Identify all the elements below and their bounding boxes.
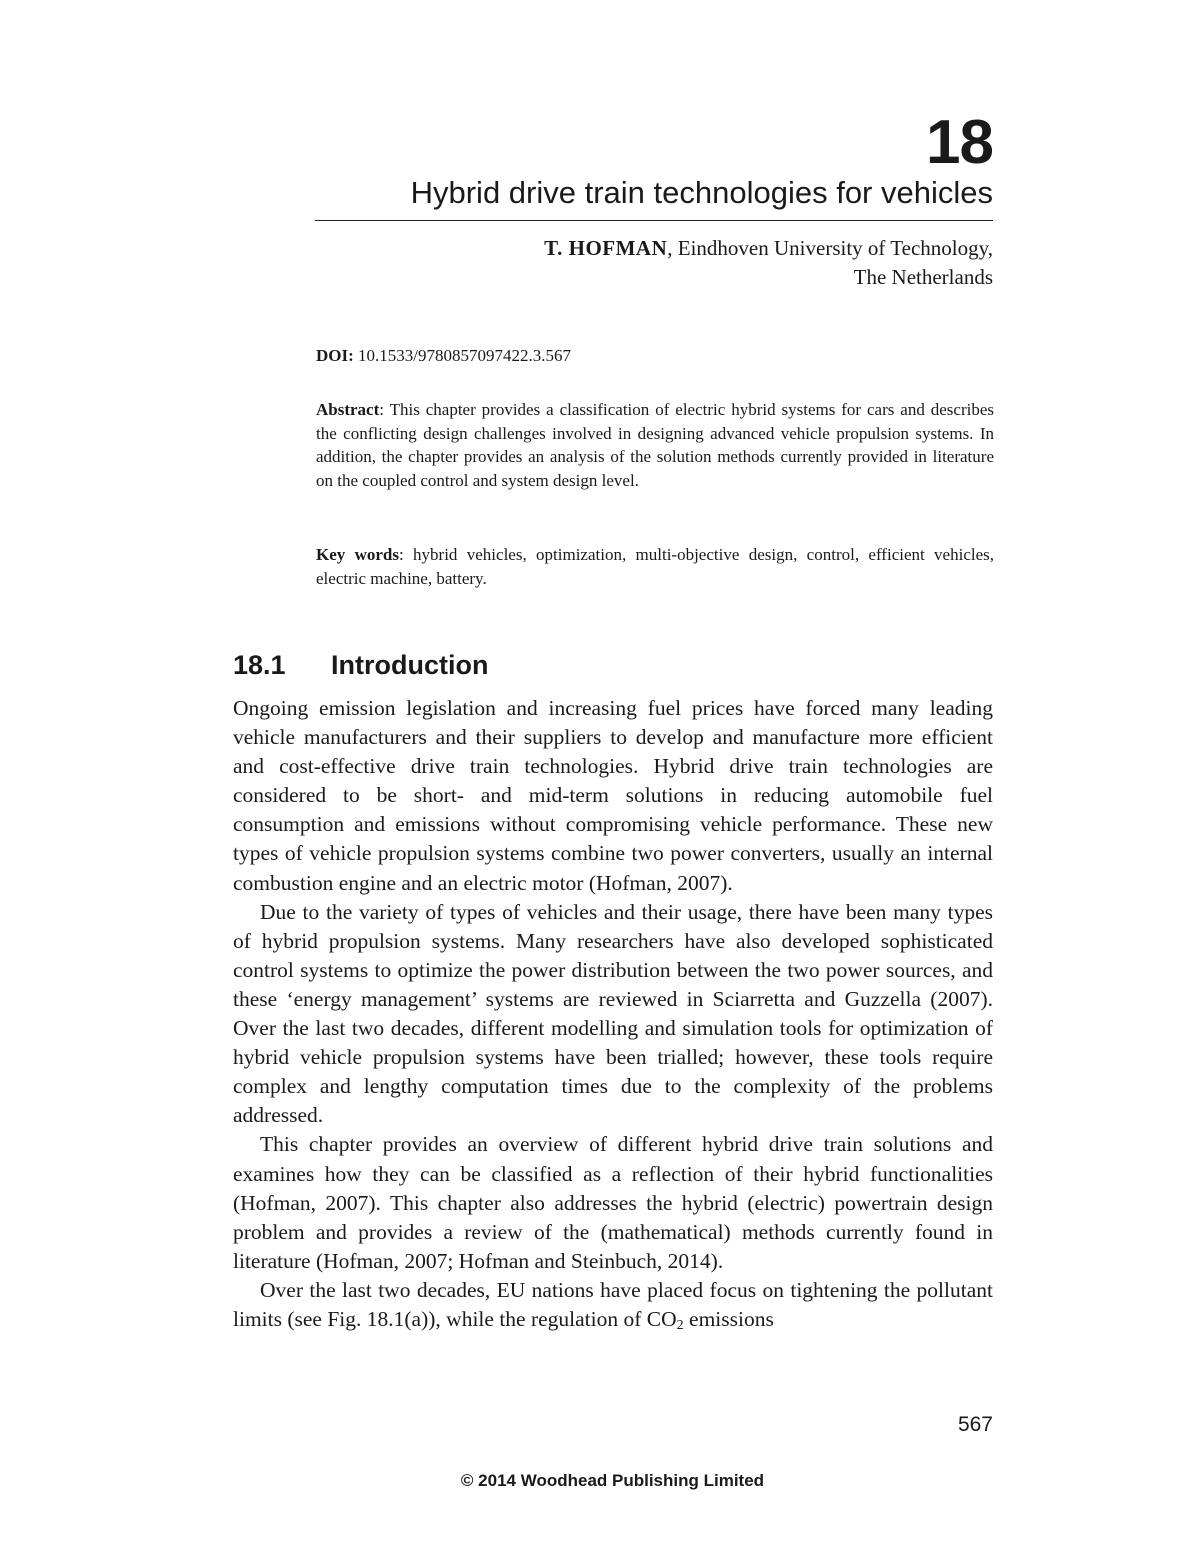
chapter-number: 18	[926, 108, 993, 177]
title-divider	[315, 220, 993, 221]
doi-value: 10.1533/9780857097422.3.567	[353, 346, 572, 365]
author-country: The Netherlands	[853, 265, 993, 289]
body-text	[233, 694, 993, 1334]
section-title: Introduction	[331, 650, 489, 680]
keywords-label: Key words	[316, 545, 399, 564]
page-number: 567	[957, 1413, 993, 1436]
paragraph-4	[233, 1276, 993, 1334]
copyright-notice: © 2014 Woodhead Publishing Limited	[460, 1471, 765, 1490]
paragraph-1: Ongoing emission legislation and increasing fuel prices have forced many leading vehicle manufacturers and their suppliers to develop and manufacture more efficient and cost-effective drive train technologies. Hybrid drive train technologies are considered to be short- and mid-term solutions in reducing automobile fuel consumption and emissions without compromising vehicle performance. These new types of vehicle propulsion systems combine two power converters, usually an internal combustion engine and an electric motor (Hofman, 2007).	[233, 696, 993, 895]
author-name: T. HOFMAN	[544, 236, 668, 260]
paragraph-4-end: emissions	[683, 1306, 774, 1331]
section-heading	[233, 647, 488, 683]
paragraph-4-start: Over the last two decades, EU nations have placed focus on tightening the pollutant limits (see Fig. 18.1(a)), while the regulation of CO	[233, 1277, 993, 1331]
author-block	[544, 234, 993, 292]
author-affiliation: , Eindhoven University of Technology,	[667, 236, 993, 260]
chapter-title: Hybrid drive train technologies for vehicles	[410, 175, 993, 210]
doi	[316, 345, 994, 367]
co2-subscript: 2	[676, 1317, 684, 1333]
author-line-1	[544, 234, 993, 263]
abstract-label: Abstract	[316, 400, 380, 419]
section-number: 18.1	[233, 650, 286, 680]
paragraph-2: Due to the variety of types of vehicles and their usage, there have been many types of hybrid propulsion systems. Many researchers have also developed sophisticated control systems to optimize the power distribution between the two power sources, and these ‘energy management’ systems are reviewed in Sciarretta and Guzzella (2007). Over the last two decades, different modelling and simulation tools for optimization of hybrid vehicle propulsion systems have been trialled; however, these tools require complex and lengthy computation times due to the complexity of the problems addressed.	[233, 899, 993, 1128]
doi-label: DOI:	[316, 346, 354, 365]
abstract	[316, 398, 994, 492]
abstract-text: : This chapter provides a classification of electric hybrid systems for cars and describes the conflicting design challenges involved in designing advanced vehicle propulsion systems. In addition, the chapter provides an analysis of the solution methods currently provided in literature on the coupled control and system design level.	[316, 400, 994, 490]
paragraph-3: This chapter provides an overview of different hybrid drive train solutions and examines how they can be classified as a reflection of their hybrid functionalities (Hofman, 2007). This chapter also addresses the hybrid (electric) powertrain design problem and provides a review of the (mathematical) methods currently found in literature (Hofman, 2007; Hofman and Steinbuch, 2014).	[233, 1132, 993, 1273]
keywords-text: : hybrid vehicles, optimization, multi-objective design, control, efficient vehicles, electric machine, battery.	[316, 545, 994, 588]
keywords	[316, 543, 994, 590]
